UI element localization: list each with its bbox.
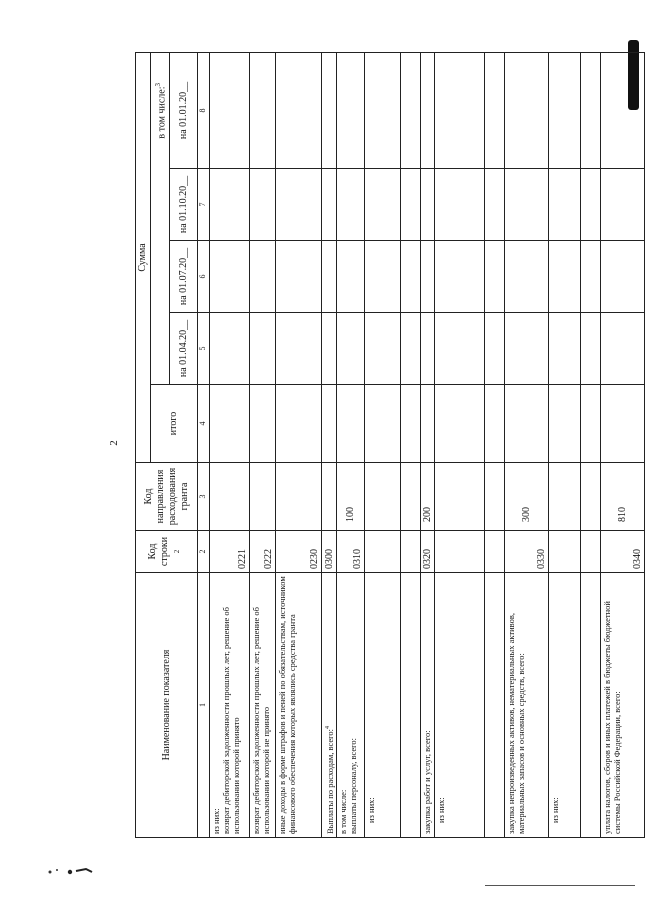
row-sum-cell	[581, 169, 601, 241]
row-sum-cell	[435, 241, 485, 313]
header-name: Наименование показателя	[136, 573, 198, 838]
row-sum-cell	[581, 313, 601, 385]
row-sum-cell	[435, 385, 485, 463]
row-sum-cell	[337, 241, 365, 313]
row-sum-cell	[250, 241, 276, 313]
row-name: Выплаты по расходам, всего:$^4$	[322, 573, 337, 838]
row-sum-cell	[322, 313, 337, 385]
header-date-4: на 01.01.20__	[170, 52, 198, 168]
row-line-code: 0300	[322, 531, 337, 573]
row-sum-cell	[421, 313, 435, 385]
row-sum-cell	[322, 52, 337, 168]
col-index: 5	[198, 313, 210, 385]
row-sum-cell	[601, 313, 645, 385]
row-sum-cell	[322, 385, 337, 463]
table-row	[435, 52, 485, 837]
row-line-code: 0221	[210, 531, 250, 573]
row-name: закупка работ и услуг, всего:	[421, 573, 435, 838]
row-direction-code	[210, 463, 250, 531]
row-sum-cell	[276, 169, 322, 241]
row-sum-cell	[210, 241, 250, 313]
header-sum: Сумма	[136, 52, 151, 462]
row-sum-cell	[210, 169, 250, 241]
row-sum-cell	[505, 241, 549, 313]
row-sum-cell	[549, 52, 581, 168]
row-sum-cell	[435, 313, 485, 385]
row-direction-code: 810	[601, 463, 645, 531]
row-line-code: 0320	[421, 531, 435, 573]
row-direction-code	[549, 463, 581, 531]
row-name: возврат дебиторской задолженности прошлых лет, решение об использовании которой не принято	[250, 573, 276, 838]
row-direction-code	[365, 463, 401, 531]
row-sum-cell	[601, 385, 645, 463]
row-sum-cell	[337, 385, 365, 463]
row-sum-cell	[401, 385, 421, 463]
row-sum-cell	[210, 313, 250, 385]
row-sum-cell	[401, 241, 421, 313]
row-sum-cell	[581, 241, 601, 313]
row-name: из них: возврат дебиторской задолженности прошлых лет, решение об использовании которой принято	[210, 573, 250, 838]
table-row	[601, 52, 645, 837]
row-direction-code	[435, 463, 485, 531]
header-including: в том числе:$^3$	[151, 52, 170, 384]
col-index: 3	[198, 463, 210, 531]
table-row	[337, 52, 365, 837]
col-index: 1	[198, 573, 210, 838]
header-line-code: Код строки $^2$	[136, 531, 198, 573]
row-sum-cell	[210, 52, 250, 168]
row-sum-cell	[549, 385, 581, 463]
row-line-code	[401, 531, 421, 573]
row-line-code: 0222	[250, 531, 276, 573]
scan-specks	[30, 858, 110, 882]
table-row	[549, 52, 581, 837]
row-sum-cell	[210, 385, 250, 463]
table-row	[581, 52, 601, 837]
row-name: закупка непроизведенных активов, нематериальных активов, материальных запасов и основных средств, всего:	[505, 573, 549, 838]
row-sum-cell	[337, 52, 365, 168]
row-sum-cell	[365, 385, 401, 463]
row-direction-code	[581, 463, 601, 531]
row-direction-code: 100	[337, 463, 365, 531]
col-index: 8	[198, 52, 210, 168]
row-line-code	[435, 531, 485, 573]
row-sum-cell	[276, 385, 322, 463]
row-sum-cell	[276, 241, 322, 313]
row-sum-cell	[250, 385, 276, 463]
row-sum-cell	[337, 169, 365, 241]
col-index: 7	[198, 169, 210, 241]
table-row	[276, 52, 322, 837]
row-sum-cell	[485, 169, 505, 241]
table-row	[365, 52, 401, 837]
row-sum-cell	[322, 241, 337, 313]
row-sum-cell	[250, 313, 276, 385]
row-direction-code	[485, 463, 505, 531]
rotated-table-container	[135, 53, 644, 838]
row-line-code	[365, 531, 401, 573]
row-direction-code	[276, 463, 322, 531]
row-name: уплата налогов, сборов и иных платежей в бюджеты бюджетной системы Российской Федерации, всего:	[601, 573, 645, 838]
row-name: иные доходы в форме штрафов и пеней по обязательствам, источником финансового обеспечения которых являлись средства гранта	[276, 573, 322, 838]
row-sum-cell	[401, 169, 421, 241]
row-direction-code: 200	[421, 463, 435, 531]
header-date-2: на 01.07.20__	[170, 241, 198, 313]
report-table	[135, 52, 645, 838]
row-sum-cell	[401, 313, 421, 385]
scan-bottom-line	[485, 885, 635, 886]
table-row	[505, 52, 549, 837]
row-name	[401, 573, 421, 838]
row-sum-cell	[505, 313, 549, 385]
row-line-code: 0310	[337, 531, 365, 573]
row-sum-cell	[601, 52, 645, 168]
row-sum-cell	[365, 169, 401, 241]
row-direction-code: 300	[505, 463, 549, 531]
table-row	[322, 52, 337, 837]
row-name: из них:	[549, 573, 581, 838]
row-sum-cell	[435, 169, 485, 241]
col-index: 4	[198, 385, 210, 463]
row-sum-cell	[485, 241, 505, 313]
row-line-code	[549, 531, 581, 573]
col-index: 6	[198, 241, 210, 313]
row-sum-cell	[421, 169, 435, 241]
row-line-code: 0340	[601, 531, 645, 573]
row-name: в том числе: выплаты персоналу, всего:	[337, 573, 365, 838]
row-direction-code	[401, 463, 421, 531]
row-sum-cell	[322, 169, 337, 241]
row-name	[581, 573, 601, 838]
row-sum-cell	[581, 385, 601, 463]
row-direction-code	[322, 463, 337, 531]
row-sum-cell	[549, 169, 581, 241]
table-row	[250, 52, 276, 837]
row-line-code	[485, 531, 505, 573]
row-sum-cell	[276, 313, 322, 385]
header-total: итого	[151, 385, 198, 463]
table-row	[210, 52, 250, 837]
row-sum-cell	[435, 52, 485, 168]
row-sum-cell	[365, 52, 401, 168]
row-name	[485, 573, 505, 838]
column-index-row	[198, 52, 210, 837]
row-sum-cell	[485, 385, 505, 463]
row-sum-cell	[601, 241, 645, 313]
row-sum-cell	[549, 241, 581, 313]
header-direction-code: Код направления расходования гранта	[136, 463, 198, 531]
row-sum-cell	[505, 385, 549, 463]
row-sum-cell	[421, 385, 435, 463]
row-sum-cell	[365, 313, 401, 385]
page-number: 2	[107, 440, 120, 446]
row-sum-cell	[421, 52, 435, 168]
row-line-code	[581, 531, 601, 573]
row-line-code: 0330	[505, 531, 549, 573]
row-sum-cell	[421, 241, 435, 313]
row-sum-cell	[581, 52, 601, 168]
table-row	[401, 52, 421, 837]
row-line-code: 0230	[276, 531, 322, 573]
row-sum-cell	[276, 52, 322, 168]
row-sum-cell	[505, 52, 549, 168]
header-date-1: на 01.04.20__	[170, 313, 198, 385]
table-row	[421, 52, 435, 837]
row-sum-cell	[401, 52, 421, 168]
row-sum-cell	[485, 52, 505, 168]
header-date-3: на 01.10.20__	[170, 169, 198, 241]
row-sum-cell	[337, 313, 365, 385]
row-sum-cell	[250, 169, 276, 241]
table-body	[210, 52, 645, 837]
row-name: из них:	[365, 573, 401, 838]
table-row	[485, 52, 505, 837]
row-sum-cell	[549, 313, 581, 385]
row-direction-code	[250, 463, 276, 531]
col-index: 2	[198, 531, 210, 573]
row-name: из них:	[435, 573, 485, 838]
row-sum-cell	[601, 169, 645, 241]
row-sum-cell	[250, 52, 276, 168]
row-sum-cell	[365, 241, 401, 313]
row-sum-cell	[505, 169, 549, 241]
row-sum-cell	[485, 313, 505, 385]
